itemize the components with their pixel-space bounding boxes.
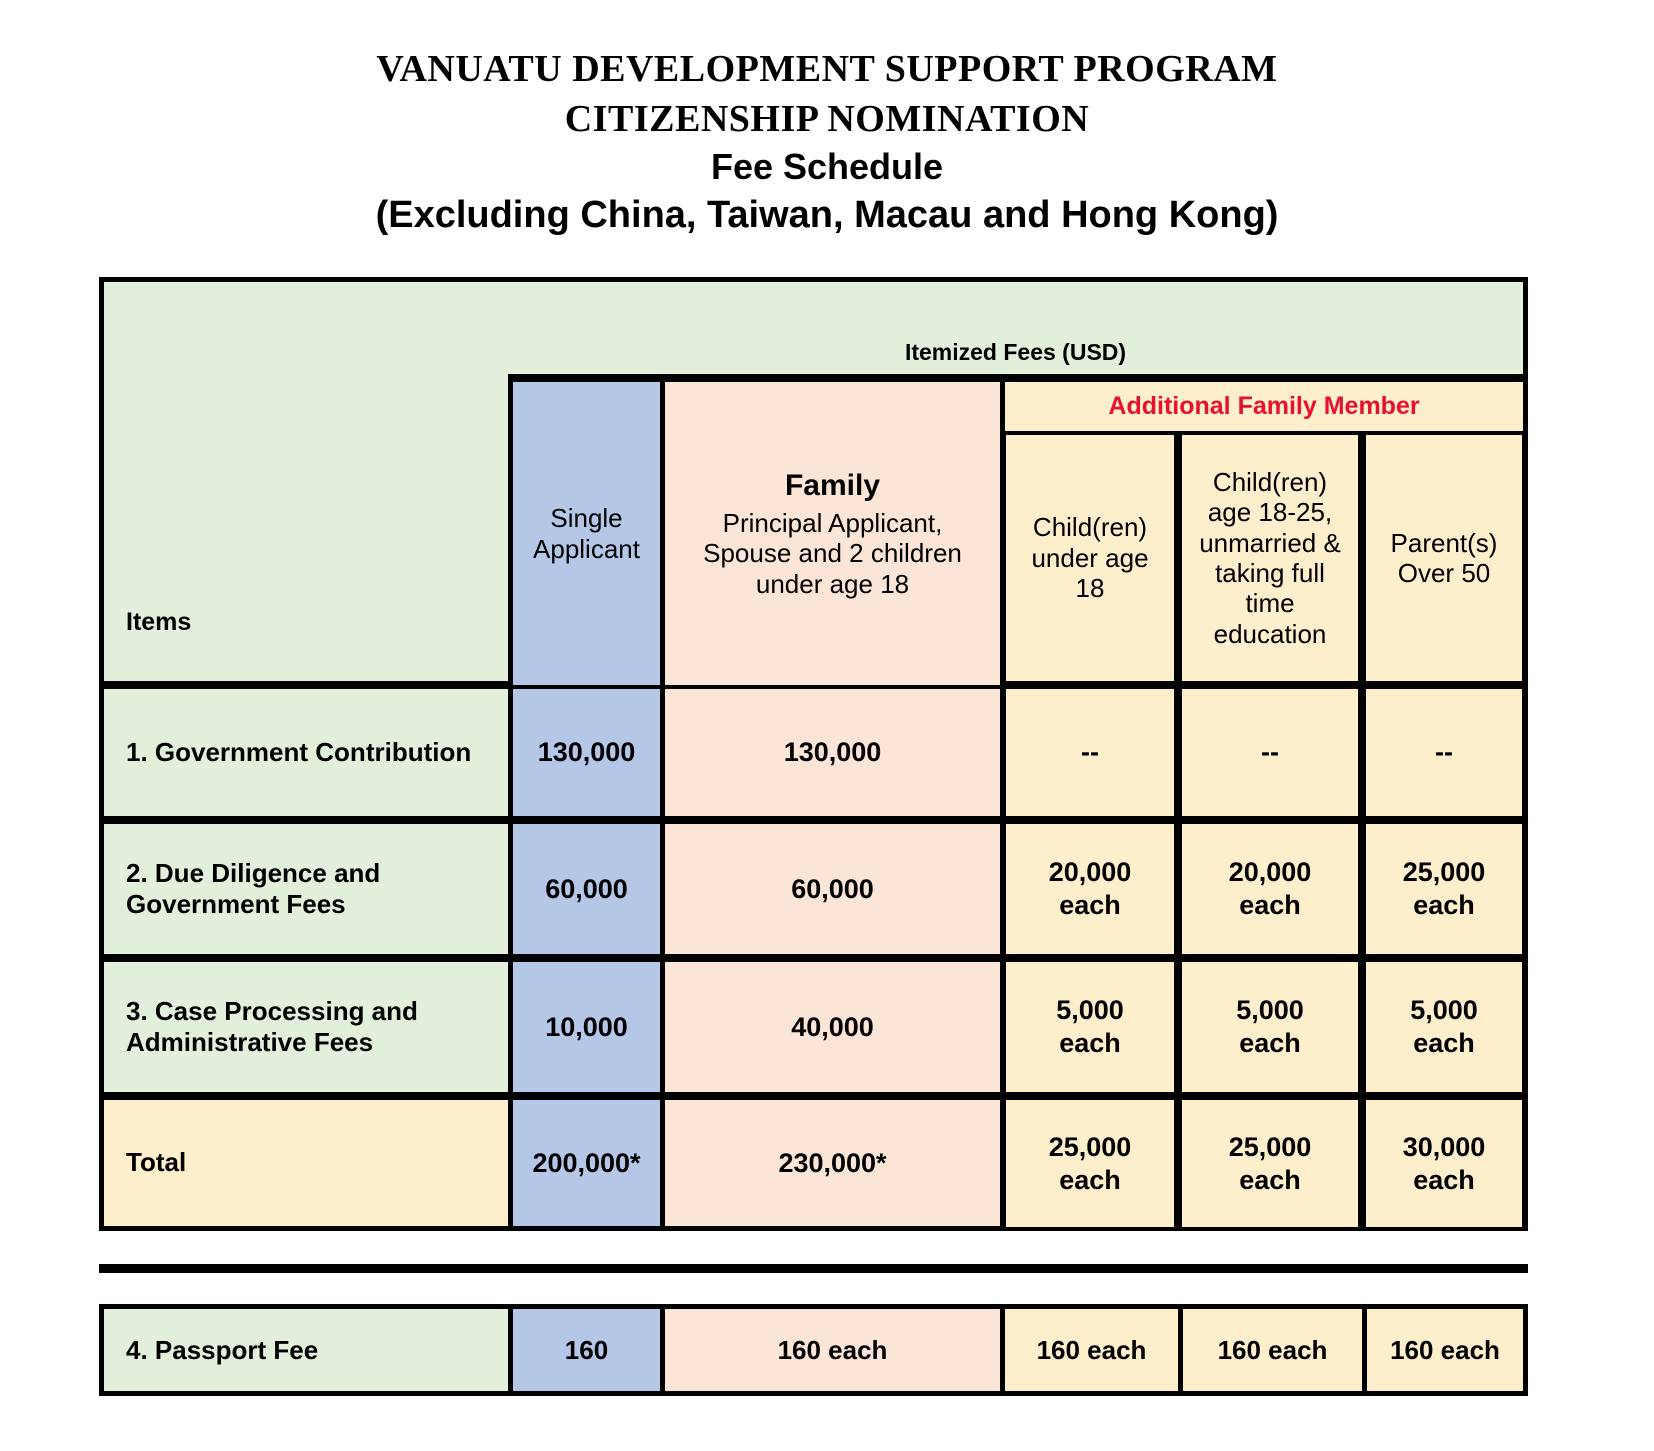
col-header-single-line1: Single [550, 503, 623, 534]
col-header-add1-line2: under age [1031, 542, 1149, 573]
col-header-children-18-25 [1178, 431, 1362, 685]
cell-add2-row0 [1178, 685, 1362, 820]
row2-label-line1: 3. Case Processing and [126, 995, 418, 1026]
cell-add3-row1 [1362, 820, 1528, 958]
table-row [99, 1304, 1528, 1396]
cell-add1-total-amount: 25,000 [1048, 1131, 1132, 1162]
cell-family-row2: 40,000 [660, 958, 1000, 1096]
col-header-family-sub-line2: Spouse and 2 children [703, 538, 962, 569]
table-row-total [99, 1096, 1528, 1231]
col-header-add1-line3: 18 [1075, 573, 1105, 604]
cell-add2-total-each: each [1239, 1164, 1301, 1195]
title-line-4: (Excluding China, Taiwan, Macau and Hong Kong) [375, 194, 1279, 237]
passport-cell-add1: 160 each [1000, 1304, 1178, 1396]
cell-add3-row0 [1362, 685, 1528, 820]
cell-add3-row2-amount: 5,000 [1410, 995, 1478, 1026]
cell-add3-row2-each: each [1413, 1028, 1475, 1058]
cell-add2-row2-amount: 5,000 [1236, 995, 1304, 1026]
row-label-due-diligence [99, 820, 508, 958]
title-line-2: CITIZENSHIP NOMINATION [564, 98, 1090, 141]
items-header-label: Items [126, 608, 192, 636]
cell-add3-total-amount: 30,000 [1402, 1131, 1486, 1162]
col-header-add1-line1: Child(ren) [1032, 512, 1148, 543]
cell-add3-row0-amount: -- [1435, 737, 1453, 767]
section-divider [99, 1264, 1528, 1273]
cell-add3-total-each: each [1413, 1164, 1475, 1195]
cell-add3-row1-amount: 25,000 [1402, 857, 1486, 888]
cell-single-row1: 60,000 [508, 820, 660, 958]
cell-add1-total [1000, 1096, 1178, 1231]
row-label-total [99, 1096, 508, 1231]
additional-family-member-header-cell [1000, 378, 1528, 431]
cell-add2-row2 [1178, 958, 1362, 1096]
col-header-add2-line6: education [1213, 618, 1327, 649]
passport-cell-family: 160 each [660, 1304, 1000, 1396]
cell-add2-row1-amount: 20,000 [1228, 857, 1312, 888]
cell-add1-row0 [1000, 685, 1178, 820]
col-header-family-title: Family [784, 468, 881, 502]
cell-add2-total-amount: 25,000 [1228, 1131, 1312, 1162]
col-header-parents-over-50 [1362, 431, 1528, 685]
col-header-single-line2: Applicant [533, 533, 640, 564]
passport-cell-single: 160 [508, 1304, 660, 1396]
col-header-family [660, 378, 1000, 685]
cell-family-row1: 60,000 [660, 820, 1000, 958]
cell-add1-row2-each: each [1059, 1028, 1121, 1058]
title-block [0, 0, 1654, 241]
col-header-single [508, 378, 660, 685]
fee-table-wrapper [99, 277, 1528, 1231]
table-row [99, 820, 1528, 958]
cell-add2-row1-each: each [1239, 890, 1301, 920]
row3-label-line1: Total [126, 1147, 187, 1178]
title-line-3: Fee Schedule [710, 146, 944, 188]
table-row [99, 958, 1528, 1096]
row0-label-line1: 1. Government Contribution [126, 736, 472, 767]
cell-single-total: 200,000* [508, 1096, 660, 1231]
cell-add3-row2 [1362, 958, 1528, 1096]
row-label-case-processing [99, 958, 508, 1096]
col-header-add2-line2: age 18-25, [1207, 497, 1333, 528]
row1-label-line1: 2. Due Diligence and [126, 857, 381, 888]
col-header-add2-line4: taking full [1215, 558, 1325, 588]
passport-cell-add3: 160 each [1362, 1304, 1528, 1396]
col-header-family-sub-line1: Principal Applicant, [722, 507, 943, 538]
cell-add1-row2 [1000, 958, 1178, 1096]
additional-family-member-label: Additional Family Member [1108, 392, 1420, 420]
row2-label-line2: Administrative Fees [126, 1027, 374, 1057]
col-header-add3-line1: Parent(s) [1390, 527, 1498, 558]
fee-table [99, 277, 1528, 1231]
cell-add2-row1 [1178, 820, 1362, 958]
cell-add3-total [1362, 1096, 1528, 1231]
cell-add1-row0-amount: -- [1081, 737, 1099, 767]
cell-add3-row1-each: each [1413, 890, 1475, 920]
cell-add2-row2-each: each [1239, 1028, 1301, 1058]
cell-add1-row1 [1000, 820, 1178, 958]
col-header-children-under-18 [1000, 431, 1178, 685]
itemized-fees-label: Itemized Fees (USD) [904, 339, 1127, 365]
cell-add1-total-each: each [1059, 1164, 1121, 1195]
col-header-add2-line5: time [1245, 588, 1295, 619]
col-header-add2-line3: unmarried & [1199, 527, 1341, 558]
passport-row-label [99, 1304, 508, 1396]
cell-add2-total [1178, 1096, 1362, 1231]
row1-label-line2: Government Fees [126, 889, 346, 919]
passport-table-wrapper [99, 1304, 1528, 1396]
cell-add1-row2-amount: 5,000 [1056, 995, 1124, 1026]
row-label-government-contribution [99, 685, 508, 820]
cell-family-total: 230,000* [660, 1096, 1000, 1231]
col-header-add2-line1: Child(ren) [1212, 466, 1328, 497]
cell-single-row2: 10,000 [508, 958, 660, 1096]
items-header-cell [99, 277, 508, 685]
itemized-fees-header-cell [508, 277, 1528, 378]
title-line-1: VANUATU DEVELOPMENT SUPPORT PROGRAM [376, 48, 1278, 90]
table-row-group-header [99, 277, 1528, 378]
cell-single-row0: 130,000 [508, 685, 660, 820]
col-header-family-sub-line3: under age 18 [755, 568, 910, 599]
table-row [99, 685, 1528, 820]
cell-add1-row1-amount: 20,000 [1048, 857, 1132, 888]
cell-family-row0: 130,000 [660, 685, 1000, 820]
passport-fee-table [99, 1304, 1528, 1396]
passport-label-text: 4. Passport Fee [126, 1334, 319, 1365]
cell-add1-row1-each: each [1059, 890, 1121, 920]
passport-cell-add2: 160 each [1178, 1304, 1362, 1396]
cell-add2-row0-amount: -- [1261, 737, 1279, 767]
col-header-add3-line2: Over 50 [1397, 558, 1491, 588]
